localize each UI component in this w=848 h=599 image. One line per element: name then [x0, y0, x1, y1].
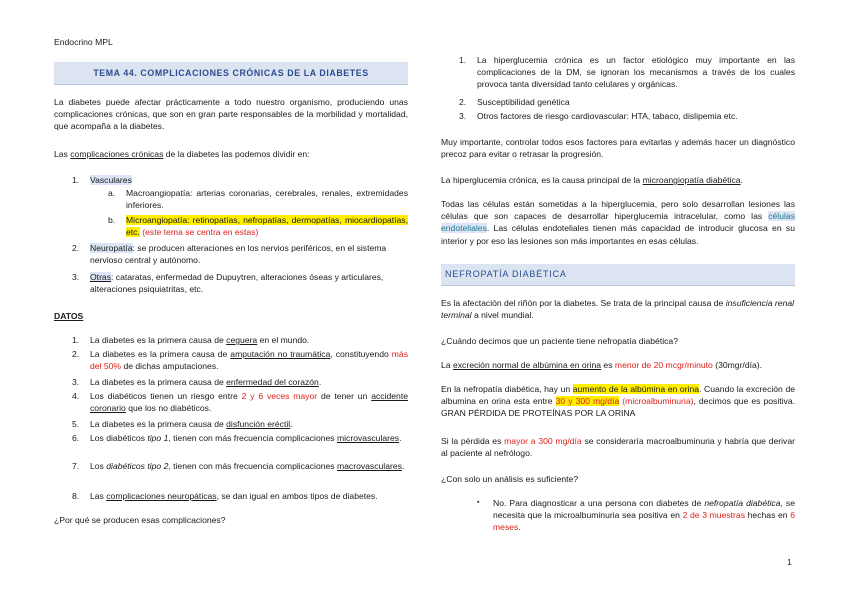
- datos-text: en el mundo.: [257, 335, 310, 345]
- datos-item: [72, 334, 408, 346]
- datos-text: La diabetes es la primera causa de: [90, 419, 227, 429]
- micro-text: Microangiopatía: retinopatías, nefropatías, dermopatías, miocardiopatías, etc.: [126, 215, 408, 238]
- list-item-macro: [108, 187, 408, 211]
- classify-pre: Las: [54, 149, 71, 159]
- list-letter: a.: [108, 188, 116, 198]
- list-item-otras: [72, 271, 408, 295]
- question-enough: ¿Con solo un análisis es suficiente?: [441, 474, 579, 484]
- list-number: 6.: [72, 433, 80, 443]
- classify-paragraph: [54, 148, 408, 160]
- datos-text: Los diabéticos tienen un riesgo entre: [90, 391, 242, 401]
- page-header: Endocrino MPL: [54, 37, 113, 47]
- datos-item: [72, 432, 408, 444]
- list-number: 1.: [72, 175, 80, 185]
- datos-text: Los diabéticos: [90, 433, 148, 443]
- datos-link: microvasculares: [336, 433, 400, 443]
- question-why: ¿Por qué se producen esas complicaciones?: [54, 515, 226, 525]
- aum-red: (microalbuminuria): [619, 396, 694, 407]
- datos-text: Los: [90, 461, 107, 471]
- list-number: 4.: [72, 391, 80, 401]
- nefro-definition: [441, 297, 795, 321]
- bullet-icon: ▪: [477, 499, 480, 506]
- question-when: ¿Cuándo decimos que un paciente tiene nefropatía diabética?: [441, 336, 678, 346]
- datos-text: de dichas amputaciones.: [121, 361, 219, 372]
- list-number: 3.: [72, 377, 80, 387]
- main-cause-text: La hiperglucemia crónica, es la causa principal de la: [441, 175, 643, 185]
- list-number: 3.: [72, 272, 80, 282]
- datos-text: .: [399, 433, 402, 443]
- cells-paragraph: [441, 198, 795, 247]
- datos-text: , tienen con más frecuencia complicaciones: [168, 461, 337, 471]
- chapter-title: TEMA 44. COMPLICACIONES CRÓNICAS DE LA DIABETES: [54, 62, 408, 85]
- datos-text: Las: [90, 491, 107, 501]
- datos-item: [72, 460, 408, 472]
- no-text: No. Para diagnosticar a una persona con diabetes de: [493, 498, 705, 508]
- no-italic: nefropatía diabética: [704, 498, 781, 508]
- datos-text: La diabetes es la primera causa de: [90, 349, 231, 359]
- aum-text: En la nefropatía diabética, hay un: [441, 384, 573, 394]
- main-cause-paragraph: [441, 174, 795, 186]
- datos-link: accidente coronario: [90, 391, 408, 414]
- datos-italic: diabéticos tipo 2: [106, 461, 169, 471]
- cause-text: Otros factores de riesgo cardiovascular: HTA, tabaco, dislipemia etc.: [477, 111, 738, 121]
- cause-text: La hiperglucemia crónica es un factor etiológico muy importante en las complicaciones de la DM, se ignoran los mecanismos a través de los cuales provoca tanta diversidad tanto celulares y orgánicas.: [477, 55, 795, 90]
- list-item-vasculares: [72, 174, 408, 186]
- main-cause-link: microangiopatía diabética: [642, 175, 741, 185]
- loss-red: mayor a 300 mg/día: [504, 436, 582, 446]
- datos-link: amputación no traumática: [230, 349, 331, 359]
- datos-link: ceguera: [226, 335, 258, 345]
- neuropatia-text: : se producen alteraciones en los nervios periféricos, en el sistema nervioso central y autónomo.: [90, 243, 387, 266]
- datos-red: 2 y 6 veces mayor: [241, 391, 318, 401]
- no-text: hechas en: [745, 510, 791, 521]
- no-text: .: [518, 522, 521, 533]
- neuropatia-label: Neuropatía: [90, 243, 133, 253]
- no-text: , se necesita que la microalbuminuria sea positiva en: [493, 498, 795, 521]
- increase-paragraph: [441, 383, 795, 420]
- otras-text: : cataratas, enfermedad de Dupuytren, alteraciones óseas y articulares, alteraciones psiquiatritas, etc.: [90, 272, 384, 295]
- datos-text: que los no diabéticos.: [125, 403, 212, 414]
- classify-link: complicaciones crónicas: [70, 149, 164, 159]
- important-paragraph: Muy importante, controlar todos esos factores para evitarlas y además hacer un diagnóstico precoz para evitar o retrasar la progresión.: [441, 137, 795, 160]
- aum-highlight: aumento de la albúmina en orina: [572, 384, 700, 394]
- bullet-item: [477, 497, 795, 534]
- datos-link: complicaciones neuropáticas: [106, 491, 217, 501]
- list-number: 1.: [72, 335, 80, 345]
- cause-item: [459, 96, 795, 108]
- datos-text: de tener un: [317, 391, 372, 401]
- aum-highlight-range: 30 y 300 mg/día: [555, 396, 620, 407]
- macro-text: Macroangiopatía: arterias coronarias, cerebrales, renales, extremidades inferiores.: [126, 188, 408, 211]
- datos-text: .: [401, 461, 405, 471]
- list-item-neuropatia: [72, 242, 408, 266]
- loss-text: se consideraría macroalbuminuria y habría que derivar al paciente al nefrólogo.: [441, 436, 795, 459]
- main-cause-text: .: [740, 175, 743, 185]
- list-number: 2.: [72, 243, 80, 253]
- section-title-nefropatia: NEFROPATÍA DIABÉTICA: [441, 264, 795, 286]
- datos-link: macrovasculares: [336, 461, 402, 471]
- datos-red: más del 50%: [90, 349, 409, 372]
- datos-heading: DATOS: [54, 311, 84, 321]
- no-red: 2 de 3 muestras: [682, 510, 745, 521]
- cells-highlight: células endoteliales: [441, 211, 795, 234]
- page-number: 1: [787, 557, 792, 567]
- loss-text: Si la pérdida es: [441, 436, 505, 446]
- classify-post: de la diabetes las podemos dividir en:: [163, 149, 310, 159]
- datos-text: .: [318, 377, 322, 387]
- datos-text: , tienen con más frecuencia complicaciones: [168, 433, 337, 443]
- cause-item: [459, 54, 795, 91]
- datos-item: [72, 490, 408, 502]
- list-number: 2.: [72, 349, 80, 359]
- list-number: 2.: [459, 97, 467, 107]
- loss-paragraph: [441, 435, 795, 459]
- list-number: 8.: [72, 491, 80, 501]
- excr-text: (30mgr/día).: [712, 360, 763, 370]
- list-number: 5.: [72, 419, 80, 429]
- micro-note: (este tema se centra en estas): [142, 227, 259, 238]
- list-number: 7.: [72, 461, 80, 471]
- datos-text: La diabetes es la primera causa de: [90, 335, 227, 345]
- excr-text: es: [601, 360, 615, 370]
- list-number: 3.: [459, 111, 467, 121]
- datos-text: La diabetes es la primera causa de: [90, 377, 227, 387]
- cause-item: [459, 110, 795, 122]
- excretion-paragraph: [441, 359, 795, 371]
- datos-item: [72, 418, 408, 430]
- nefro-italic: insuficiencia renal terminal: [441, 298, 795, 321]
- datos-link: enfermedad del corazón: [226, 377, 319, 387]
- excr-red: menor de 20 mcgr/minuto: [614, 360, 713, 370]
- list-item-micro: [108, 214, 408, 238]
- aum-text: , decimos que es positiva. GRAN PÉRDIDA DE PROTEÍNAS POR LA ORINA: [441, 396, 795, 419]
- datos-text: .: [290, 419, 293, 429]
- cells-text: . Las células endoteliales tienen más capacidad de introducir glucosa en su interior y por eso las lesiones son más importantes en esas células.: [441, 223, 795, 246]
- datos-text: , se dan igual en ambos tipos de diabetes.: [216, 491, 378, 501]
- excr-text: La: [441, 360, 453, 370]
- datos-item: [72, 390, 408, 414]
- cells-text: Todas las células están sometidas a la hiperglucemia, pero solo desarrollan lesiones las células que son capaces de desarrollar hiperglucemia intracelular, como las: [441, 199, 795, 222]
- datos-text: , constituyendo: [330, 349, 392, 359]
- intro-paragraph: La diabetes puede afectar prácticamente a todo nuestro organismo, produciendo unas complicaciones crónicas, que son en gran parte responsables de la morbilidad y mortalidad, que acompaña a la diabetes.: [54, 97, 408, 132]
- excr-link: excreción normal de albúmina en orina: [452, 360, 602, 370]
- nefro-text: Es la afectación del riñón por la diabetes. Se trata de la principal causa de: [441, 298, 726, 308]
- vasculares-label: Vasculares: [90, 175, 132, 185]
- datos-item: [72, 348, 408, 372]
- list-number: 1.: [459, 55, 467, 65]
- nefro-text: a nivel mundial.: [471, 310, 534, 321]
- otras-label: Otras: [90, 272, 112, 282]
- no-red: 6 meses: [493, 510, 796, 533]
- datos-italic: tipo 1: [147, 433, 169, 443]
- cause-text: Susceptibilidad genética: [477, 97, 570, 107]
- datos-item: [72, 376, 408, 388]
- aum-text: . Cuando la excreción de albumina en orina esta entre: [441, 384, 795, 407]
- list-letter: b.: [108, 215, 116, 225]
- datos-link: disfunción eréctil: [226, 419, 291, 429]
